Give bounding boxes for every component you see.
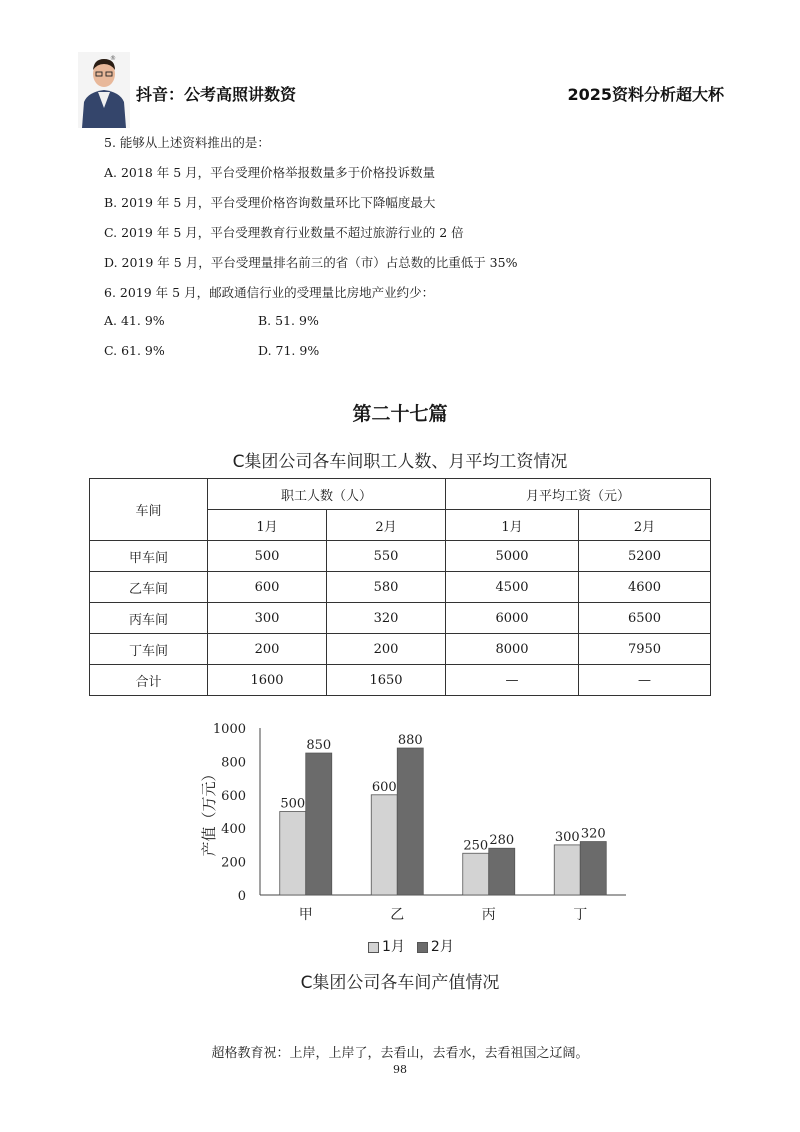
legend-swatch-feb xyxy=(417,942,428,953)
legend-item-jan xyxy=(368,936,405,956)
presenter-photo xyxy=(78,52,130,128)
y-tick-label: 1000 xyxy=(212,722,246,737)
x-category-label: 甲 xyxy=(298,907,313,923)
footer-motto: 超格教育祝：上岸，上岸了，去看山，去看水，去看祖国之辽阔。 xyxy=(211,1046,589,1061)
legend-label-feb: 2月 xyxy=(430,939,454,955)
table-row xyxy=(90,572,711,603)
header-series: 2025资料分析超大杯 xyxy=(567,85,724,104)
y-axis-title: 产值（万元） xyxy=(200,766,218,857)
bar-feb xyxy=(306,753,332,895)
table-row xyxy=(90,541,711,572)
bar-jan xyxy=(371,795,397,895)
staff-wage-table xyxy=(89,478,711,696)
header-workshop: 车间 xyxy=(90,479,208,541)
cell-wage-jan: 5000 xyxy=(446,541,579,572)
header-staff-count: 职工人数（人） xyxy=(208,479,446,510)
y-tick-label: 400 xyxy=(221,822,246,838)
y-tick-label: 600 xyxy=(221,788,246,804)
cell-staff-jan: 600 xyxy=(208,572,327,603)
y-tick-label: 200 xyxy=(221,855,246,871)
cell-wage-jan: — xyxy=(446,665,579,696)
q5-stem: 5. 能够从上述资料推出的是： xyxy=(104,135,270,150)
cell-staff-jan: 500 xyxy=(208,541,327,572)
data-label: 320 xyxy=(580,826,606,842)
y-tick-label: 0 xyxy=(237,889,246,904)
header-month: 1月 xyxy=(208,510,327,541)
data-label: 250 xyxy=(463,838,489,854)
cell-wage-jan: 8000 xyxy=(446,634,579,665)
cell-workshop: 乙车间 xyxy=(90,572,208,603)
x-category-label: 丙 xyxy=(481,907,496,923)
data-label: 600 xyxy=(371,779,397,795)
q6-option-c: C. 61. 9% xyxy=(104,343,165,358)
q5-option-d: D. 2019 年 5 月，平台受理量排名前三的省（市）占总数的比重低于 35% xyxy=(104,255,518,270)
bar-feb xyxy=(580,842,606,895)
cell-workshop: 丁车间 xyxy=(90,634,208,665)
cell-wage-jan: 4500 xyxy=(446,572,579,603)
section-title: 第二十七篇 xyxy=(352,403,448,425)
cell-staff-feb: 550 xyxy=(327,541,446,572)
q5-option-b: B. 2019 年 5 月，平台受理价格咨询数量环比下降幅度最大 xyxy=(104,195,436,210)
y-tick-label: 800 xyxy=(221,755,246,771)
q6-option-a: A. 41. 9% xyxy=(104,313,165,328)
q5-option-a: A. 2018 年 5 月，平台受理价格举报数量多于价格投诉数量 xyxy=(104,165,436,180)
data-label: 880 xyxy=(397,733,423,749)
data-label: 300 xyxy=(554,829,580,845)
x-category-label: 丁 xyxy=(573,907,588,923)
bar-feb xyxy=(397,748,423,895)
chart-legend xyxy=(368,936,454,956)
cell-workshop: 丙车间 xyxy=(90,603,208,634)
bar-feb xyxy=(489,848,515,895)
bar-jan xyxy=(280,812,306,896)
cell-workshop: 甲车间 xyxy=(90,541,208,572)
cell-staff-jan: 1600 xyxy=(208,665,327,696)
cell-wage-jan: 6000 xyxy=(446,603,579,634)
q6-stem: 6. 2019 年 5 月，邮政通信行业的受理量比房地产业约少： xyxy=(104,285,435,300)
data-label: 500 xyxy=(280,796,306,812)
cell-wage-feb: 5200 xyxy=(579,541,711,572)
header-month: 2月 xyxy=(327,510,446,541)
bar-jan xyxy=(554,845,580,895)
q6-option-b: B. 51. 9% xyxy=(258,313,319,328)
cell-workshop: 合计 xyxy=(90,665,208,696)
header-month: 1月 xyxy=(446,510,579,541)
cell-staff-feb: 1650 xyxy=(327,665,446,696)
q5-option-c: C. 2019 年 5 月，平台受理教育行业数量不超过旅游行业的 2 倍 xyxy=(104,225,464,240)
table-row-total xyxy=(90,665,711,696)
page-number: 98 xyxy=(393,1063,407,1076)
chart-title: C集团公司各车间产值情况 xyxy=(300,973,500,993)
registered-mark: ® xyxy=(110,55,116,62)
x-category-label: 乙 xyxy=(390,907,405,923)
data-label: 850 xyxy=(306,738,332,754)
cell-wage-feb: 6500 xyxy=(579,603,711,634)
header-month: 2月 xyxy=(579,510,711,541)
cell-staff-feb: 200 xyxy=(327,634,446,665)
legend-item-feb xyxy=(417,936,454,956)
cell-staff-jan: 200 xyxy=(208,634,327,665)
cell-wage-feb: 7950 xyxy=(579,634,711,665)
cell-staff-feb: 320 xyxy=(327,603,446,634)
cell-wage-feb: — xyxy=(579,665,711,696)
data-label: 280 xyxy=(489,833,515,849)
header-channel: 抖音：公考高照讲数资 xyxy=(136,85,297,104)
table-title: C集团公司各车间职工人数、月平均工资情况 xyxy=(232,452,568,472)
cell-staff-feb: 580 xyxy=(327,572,446,603)
table-row xyxy=(90,634,711,665)
page-header xyxy=(0,0,800,130)
cell-wage-feb: 4600 xyxy=(579,572,711,603)
legend-swatch-jan xyxy=(368,942,379,953)
table-row xyxy=(90,603,711,634)
cell-staff-jan: 300 xyxy=(208,603,327,634)
header-monthly-wage: 月平均工资（元） xyxy=(446,479,711,510)
legend-label-jan: 1月 xyxy=(382,939,405,955)
output-value-chart xyxy=(190,718,630,968)
q6-option-d: D. 71. 9% xyxy=(258,343,320,358)
bar-jan xyxy=(463,853,489,895)
